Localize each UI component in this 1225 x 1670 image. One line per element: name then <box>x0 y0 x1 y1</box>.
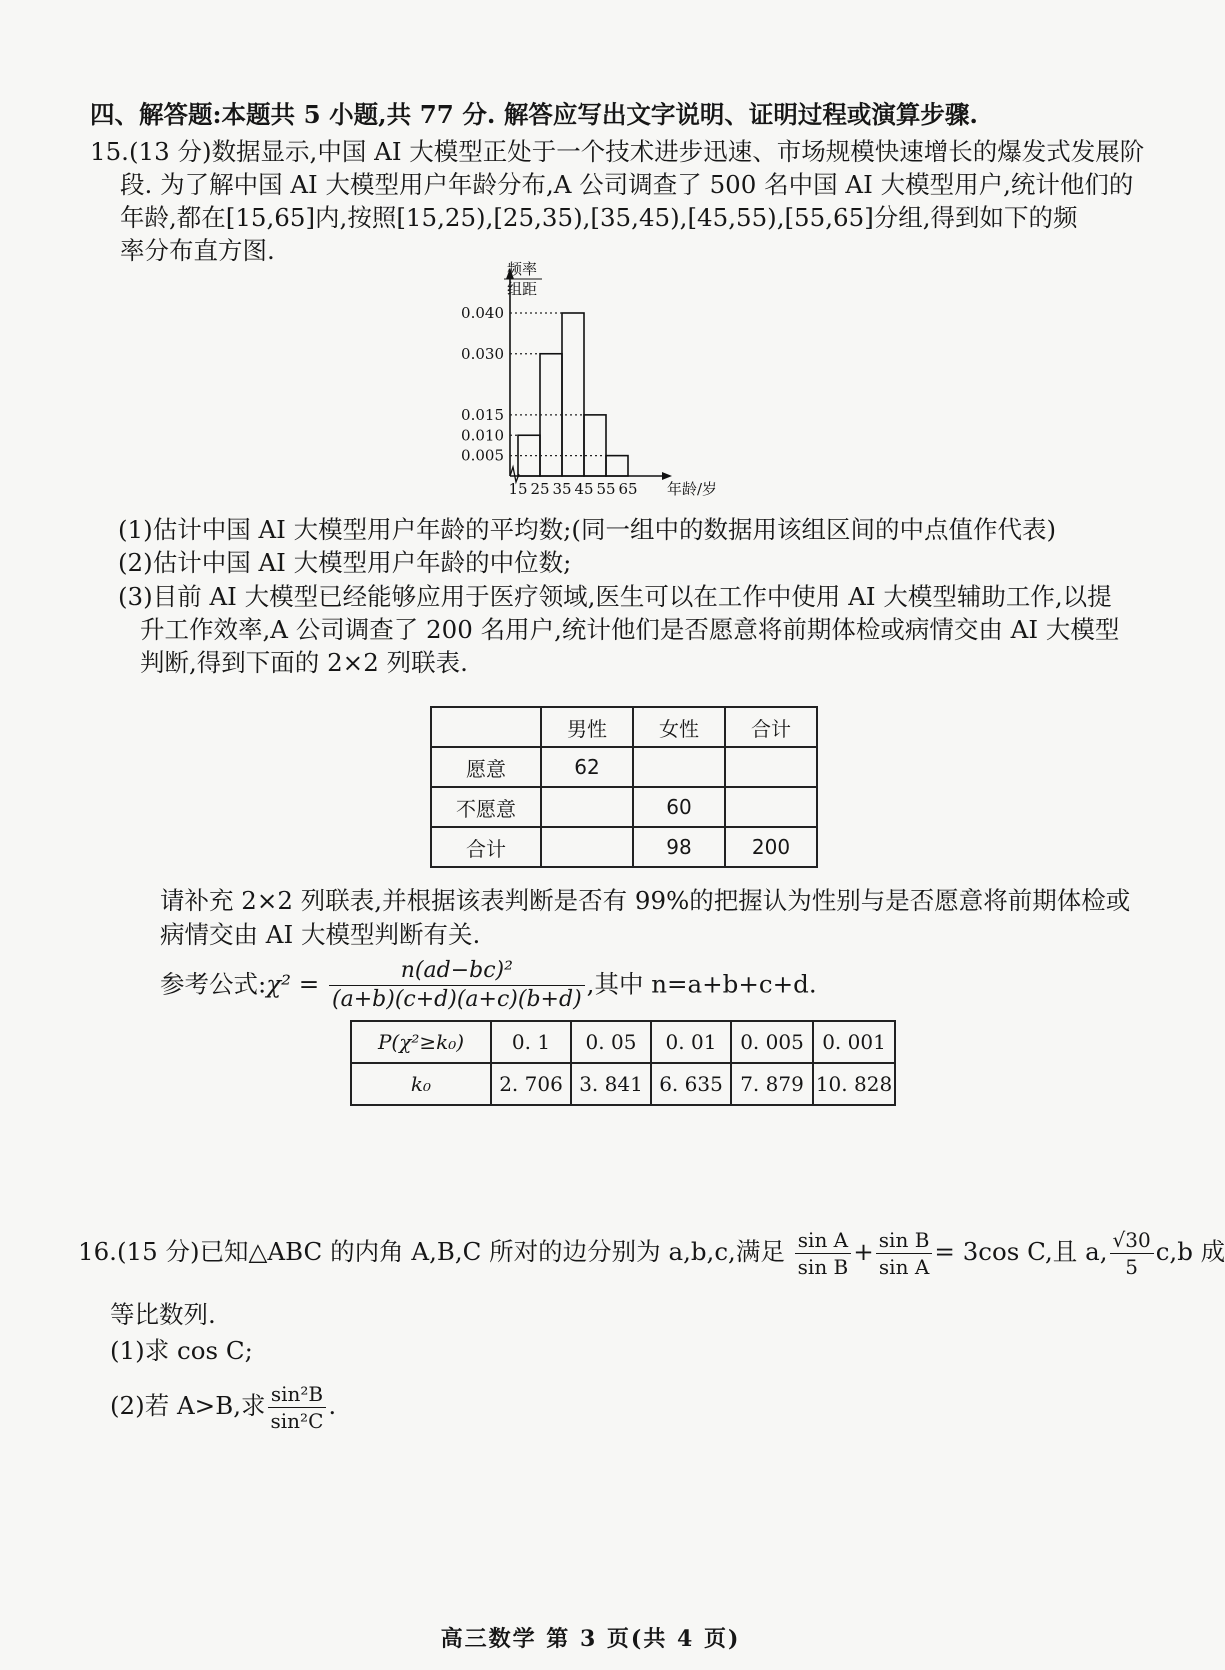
q16-part2-prefix: (2)若 A>B,求 <box>110 1391 266 1420</box>
q15-question-line1: 请补充 2×2 列联表,并根据该表判断是否有 99%的把握认为性别与是否愿意将前期体检或 <box>160 886 1131 915</box>
table-cell: 0. 001 <box>813 1021 895 1063</box>
q16-fraction3 <box>1110 1228 1154 1279</box>
reference-formula <box>160 958 1121 1014</box>
table-cell <box>431 707 541 747</box>
section-heading: 四、解答题:本题共 5 小题,共 77 分. 解答应写出文字说明、证明过程或演算步骤. <box>90 100 978 129</box>
table-cell: 0. 05 <box>571 1021 651 1063</box>
table-cell <box>541 827 633 867</box>
q15-points: (13 分) <box>128 137 212 166</box>
table-cell <box>725 787 817 827</box>
q16-frac3-den: 5 <box>1125 1255 1138 1279</box>
q15-intro-line3: 年龄,都在[15,65]内,按照[15,25),[25,35),[35,45),[45,55),[55,65]分组,得到如下的频 <box>120 203 1078 232</box>
q16-part1: (1)求 cos C; <box>110 1336 253 1365</box>
q16-part2-fraction <box>268 1382 327 1433</box>
table-header-total: 合计 <box>725 707 817 747</box>
histogram-bar <box>562 313 584 476</box>
q15-intro-line4: 率分布直方图. <box>120 236 275 265</box>
q16-text-b: = 3cos C,且 a, <box>934 1237 1108 1266</box>
table-cell: 98 <box>633 827 725 867</box>
y-tick-label: 0.005 <box>461 446 504 465</box>
table-cell: 200 <box>725 827 817 867</box>
table-cell: 62 <box>541 747 633 787</box>
q16-frac2-den: sin A <box>878 1255 930 1279</box>
formula-fraction <box>329 958 585 1014</box>
histogram-bars <box>510 313 628 476</box>
x-axis-label: 年龄/岁 <box>666 480 718 498</box>
q16-frac1-den: sin B <box>797 1255 849 1279</box>
table-cell: 10. 828 <box>813 1063 895 1105</box>
table-cell <box>541 787 633 827</box>
x-axis-arrow <box>662 472 672 480</box>
histogram-labels <box>461 260 717 498</box>
table-row <box>351 1021 895 1063</box>
q16-part2-suffix: . <box>328 1391 337 1420</box>
q16-number: 16. <box>78 1237 117 1266</box>
y-tick-label: 0.040 <box>461 304 504 322</box>
x-tick-label: 25 <box>530 480 550 498</box>
q16-part2-num: sin²B <box>268 1382 327 1408</box>
y-axis-label-numerator: 频率 <box>506 260 538 278</box>
q16-fraction2 <box>876 1228 933 1279</box>
q16-part2 <box>110 1382 1121 1433</box>
q15-part3-line3: 判断,得到下面的 2×2 列联表. <box>140 648 468 677</box>
contingency-table <box>430 706 818 868</box>
x-tick-label: 15 <box>508 480 528 498</box>
formula-lhs: χ² = <box>266 969 320 999</box>
table-cell <box>633 747 725 787</box>
table-header-female: 女性 <box>633 707 725 747</box>
x-tick-label: 35 <box>552 480 572 498</box>
table-row-label: k₀ <box>351 1063 491 1105</box>
table-row <box>351 1063 895 1105</box>
q16-frac1-num: sin A <box>795 1228 852 1254</box>
table-row-label: P(χ²≥k₀) <box>351 1021 491 1063</box>
table-row-label: 合计 <box>431 827 541 867</box>
q16-part2-den: sin²C <box>270 1409 324 1433</box>
formula-denominator: (a+b)(c+d)(a+c)(b+d) <box>332 987 582 1013</box>
q16-statement <box>78 1228 1225 1279</box>
table-row <box>431 707 817 747</box>
q16-line2: 等比数列. <box>110 1300 216 1329</box>
q15-part3-line2: 升工作效率,A 公司调查了 200 名用户,统计他们是否愿意将前期体检或病情交由 AI 大模型 <box>140 615 1120 644</box>
q15-intro-line1 <box>90 137 1145 166</box>
q15-part3-line1: (3)目前 AI 大模型已经能够应用于医疗领域,医生可以在工作中使用 AI 大模型辅助工作,以提 <box>118 582 1112 611</box>
table-row <box>431 827 817 867</box>
formula-numerator: n(ad−bc)² <box>329 958 585 986</box>
q16-fraction1 <box>795 1228 852 1279</box>
page-footer: 高三数学 第 3 页(共 4 页) <box>440 1626 741 1652</box>
table-cell: 0. 01 <box>651 1021 731 1063</box>
q16-text-a: 已知△ABC 的内角 A,B,C 所对的边分别为 a,b,c,满足 <box>199 1237 785 1266</box>
table-cell: 7. 879 <box>731 1063 813 1105</box>
x-tick-label: 45 <box>574 480 594 498</box>
table-cell <box>725 747 817 787</box>
q15-intro-line2: 段. 为了解中国 AI 大模型用户年龄分布,A 公司调查了 500 名中国 AI 大模型用户,统计他们的 <box>120 170 1134 199</box>
q16-frac2-num: sin B <box>876 1228 933 1254</box>
table-cell: 60 <box>633 787 725 827</box>
table-cell: 0. 1 <box>491 1021 571 1063</box>
table-row-label: 愿意 <box>431 747 541 787</box>
table-cell: 6. 635 <box>651 1063 731 1105</box>
histogram-bar <box>606 456 628 476</box>
y-tick-label: 0.030 <box>461 344 504 363</box>
table-cell: 2. 706 <box>491 1063 571 1105</box>
critical-value-table <box>350 1020 896 1106</box>
q16-points: (15 分) <box>116 1237 200 1266</box>
table-cell: 0. 005 <box>731 1021 813 1063</box>
q15-number: 15. <box>90 137 129 166</box>
q15-intro-text1: 数据显示,中国 AI 大模型正处于一个技术进步迅速、市场规模快速增长的爆发式发展阶 <box>211 137 1145 166</box>
table-header-male: 男性 <box>541 707 633 747</box>
y-axis-label-denominator: 组距 <box>506 280 538 298</box>
frequency-histogram <box>448 260 738 510</box>
y-tick-label: 0.015 <box>461 405 504 424</box>
histogram-axes <box>506 268 672 482</box>
table-row-label: 不愿意 <box>431 787 541 827</box>
table-row <box>431 787 817 827</box>
x-tick-label: 55 <box>596 480 616 498</box>
table-cell: 3. 841 <box>571 1063 651 1105</box>
q16-text-c: c,b 成 <box>1155 1237 1225 1266</box>
histogram-bar <box>584 415 606 476</box>
q15-question-line2: 病情交由 AI 大模型判断有关. <box>160 920 481 949</box>
y-tick-label: 0.010 <box>461 426 504 445</box>
formula-suffix: ,其中 n=a+b+c+d. <box>586 969 817 999</box>
q16-plus: + <box>853 1237 874 1266</box>
x-tick-label: 65 <box>618 480 638 498</box>
table-row <box>431 747 817 787</box>
q15-part2: (2)估计中国 AI 大模型用户年龄的中位数; <box>118 548 572 577</box>
q15-part1: (1)估计中国 AI 大模型用户年龄的平均数;(同一组中的数据用该组区间的中点值作代表) <box>118 515 1057 544</box>
q16-frac3-num: √30 <box>1110 1228 1154 1254</box>
formula-prefix: 参考公式: <box>160 969 267 999</box>
